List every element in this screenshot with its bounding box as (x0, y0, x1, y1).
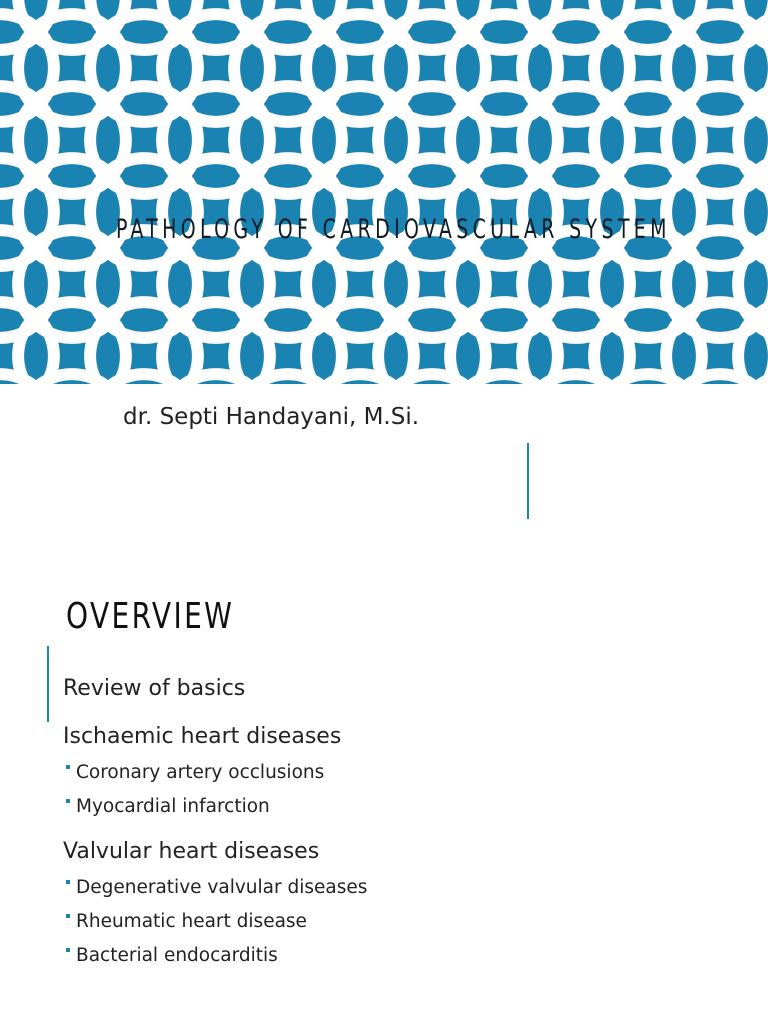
list-item: Review of basics (63, 676, 246, 701)
bullet-icon (66, 799, 70, 803)
accent-divider (47, 646, 49, 722)
bullet-icon (66, 948, 70, 952)
list-subitem (66, 796, 270, 817)
list-item: Ischaemic heart diseases (63, 724, 342, 749)
accent-divider (527, 443, 529, 519)
list-subitem (66, 911, 307, 932)
patterned-banner (0, 0, 768, 384)
slide-title: PATHOLOGY OF CARDIOVASCULAR SYSTEM (116, 214, 671, 245)
list-subitem-label: Coronary artery occlusions (76, 762, 325, 783)
list-subitem (66, 762, 324, 783)
list-subitem-label: Myocardial infarction (76, 796, 270, 817)
circle-lattice-pattern (0, 0, 768, 384)
list-subitem (66, 945, 278, 966)
list-subitem-label: Degenerative valvular diseases (76, 877, 368, 898)
bullet-icon (66, 914, 70, 918)
overview-heading: OVERVIEW (66, 596, 235, 637)
list-subitem (66, 877, 367, 898)
list-item: Valvular heart diseases (63, 839, 320, 864)
bullet-icon (66, 880, 70, 884)
bullet-icon (66, 765, 70, 769)
slide-subtitle: dr. Septi Handayani, M.Si. (123, 404, 420, 430)
overview-slide (0, 540, 768, 1024)
list-subitem-label: Rheumatic heart disease (76, 911, 307, 932)
list-subitem-label: Bacterial endocarditis (76, 945, 278, 966)
